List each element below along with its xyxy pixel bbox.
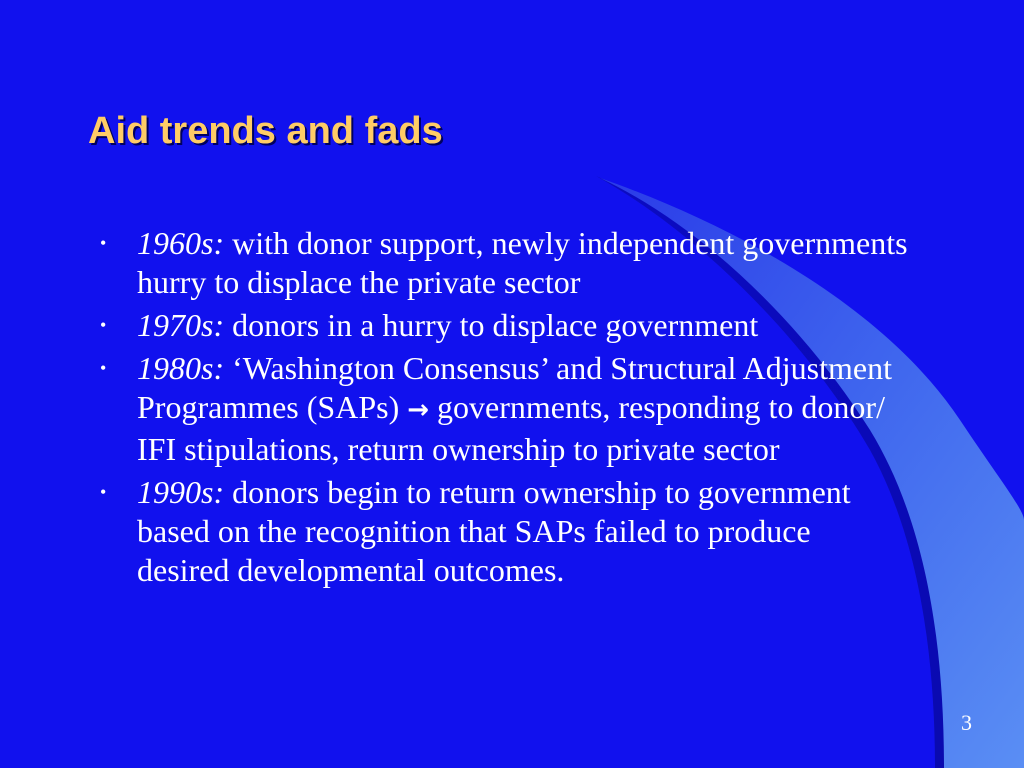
bullet-period: 1990s:: [137, 474, 225, 510]
bullet-text: ‘Washington Consensus’ and Structural Adjustment Programmes (SAPs): [137, 350, 892, 425]
bullet-item-1970s: [100, 306, 910, 345]
bullet-dot-icon: •: [100, 233, 107, 253]
bullet-dot-icon: •: [100, 315, 107, 335]
bullet-text: donors in a hurry to displace government: [232, 307, 759, 343]
bullet-period: 1980s:: [137, 350, 225, 386]
bullet-item-1960s: [100, 224, 910, 302]
bullet-item-1990s: [100, 473, 910, 590]
page-number: 3: [961, 710, 972, 735]
bullet-dot-icon: •: [100, 482, 107, 502]
bullet-dot-icon: •: [100, 358, 107, 378]
bullet-text: donors begin to return ownership to government based on the recognition that SAPs failed to produce desired developmental outcomes.: [137, 474, 851, 588]
bullet-period: 1970s:: [137, 307, 225, 343]
slide-title: Aid trends and fads: [88, 110, 443, 152]
bullet-item-1980s: [100, 349, 910, 469]
bullet-list: [100, 224, 910, 594]
arrow-right-icon: →: [407, 395, 430, 425]
bullet-text: with donor support, newly independent governments hurry to displace the private sector: [137, 225, 908, 300]
bullet-period: 1960s:: [137, 225, 225, 261]
bullet-text-after: governments, responding to donor/ IFI stipulations, return ownership to private sector: [137, 389, 885, 467]
